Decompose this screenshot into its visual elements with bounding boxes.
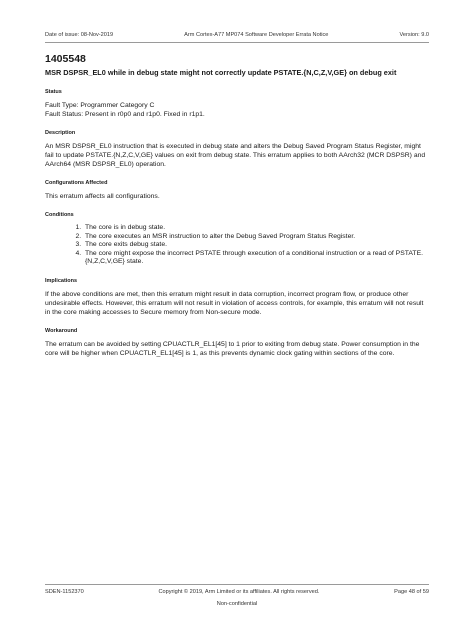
document-title: Arm Cortex-A77 MP074 Software Developer Errata Notice [184, 32, 329, 38]
header-divider [45, 42, 429, 43]
document-body [45, 53, 429, 369]
implications-text: If the above conditions are met, then this erratum might result in data corruption, incorrect program flow, or produce other undesirable effects. However, this erratum will not result in violation of access controls, for example, this erratum will not result in the core making accesses to Secure memory from Non-secure mode. [45, 290, 424, 316]
conditions-list [45, 224, 429, 267]
fault-type: Fault Type: Programmer Category C [45, 102, 155, 109]
page-footer [45, 589, 429, 595]
condition-item: 3. The core exits debug state. [83, 241, 429, 250]
erratum-title: MSR DSPSR_EL0 while in debug state might not correctly update PSTATE.{N,C,Z,V,GE} on debug exit [45, 68, 397, 77]
status-heading: Status [45, 89, 62, 95]
issue-date: Date of issue: 08-Nov-2019 [45, 32, 114, 38]
copyright-notice: Copyright © 2019, Arm Limited or its affiliates. All rights reserved. [158, 589, 320, 595]
erratum-id: 1405548 [45, 53, 86, 65]
description-heading: Description [45, 130, 76, 136]
description-text: An MSR DSPSR_EL0 instruction that is executed in debug state and alters the Debug Saved Program Status Register, might fail to update PSTATE.{N,Z,C,V,GE} values on exit from debug state. This erratum applies to both AArch32 (MCR DSPSR) and AArch64 (MSR DSPSR_EL0) operation. [45, 143, 426, 168]
conditions-heading: Conditions [45, 212, 74, 218]
implications-heading: Implications [45, 277, 78, 284]
page-header [45, 32, 429, 38]
workaround-text: The erratum can be avoided by setting CPUACTLR_EL1[45] to 1 prior to exiting from debug state. Power consumption in the core will be higher when CPUACTLR_EL1[45] is 1, as this prevents dynamic clock gating within sections of the core. [45, 340, 420, 357]
status-text [45, 101, 429, 119]
workaround-heading: Workaround [45, 327, 78, 334]
configurations-text: This erratum affects all configurations. [45, 193, 160, 200]
condition-item: 2. The core executes an MSR instruction to alter the Debug Saved Program Status Register. [83, 233, 429, 242]
fault-status: Fault Status: Present in r0p0 and r1p0. Fixed in r1p1. [45, 111, 205, 118]
confidentiality-label: Non-confidential [216, 601, 258, 607]
footer-divider [45, 584, 429, 585]
configurations-heading: Configurations Affected [45, 180, 108, 186]
condition-item: 4. The core might expose the incorrect PSTATE through execution of a conditional instruction or a read of PSTATE.{N,Z,C,V,GE} state. [83, 250, 429, 267]
page-number: Page 48 of 59 [394, 589, 429, 595]
document-version: Version: 9.0 [399, 32, 429, 38]
condition-item: 1. The core is in debug state. [83, 224, 429, 233]
document-id: SDEN-1152370 [45, 589, 84, 595]
